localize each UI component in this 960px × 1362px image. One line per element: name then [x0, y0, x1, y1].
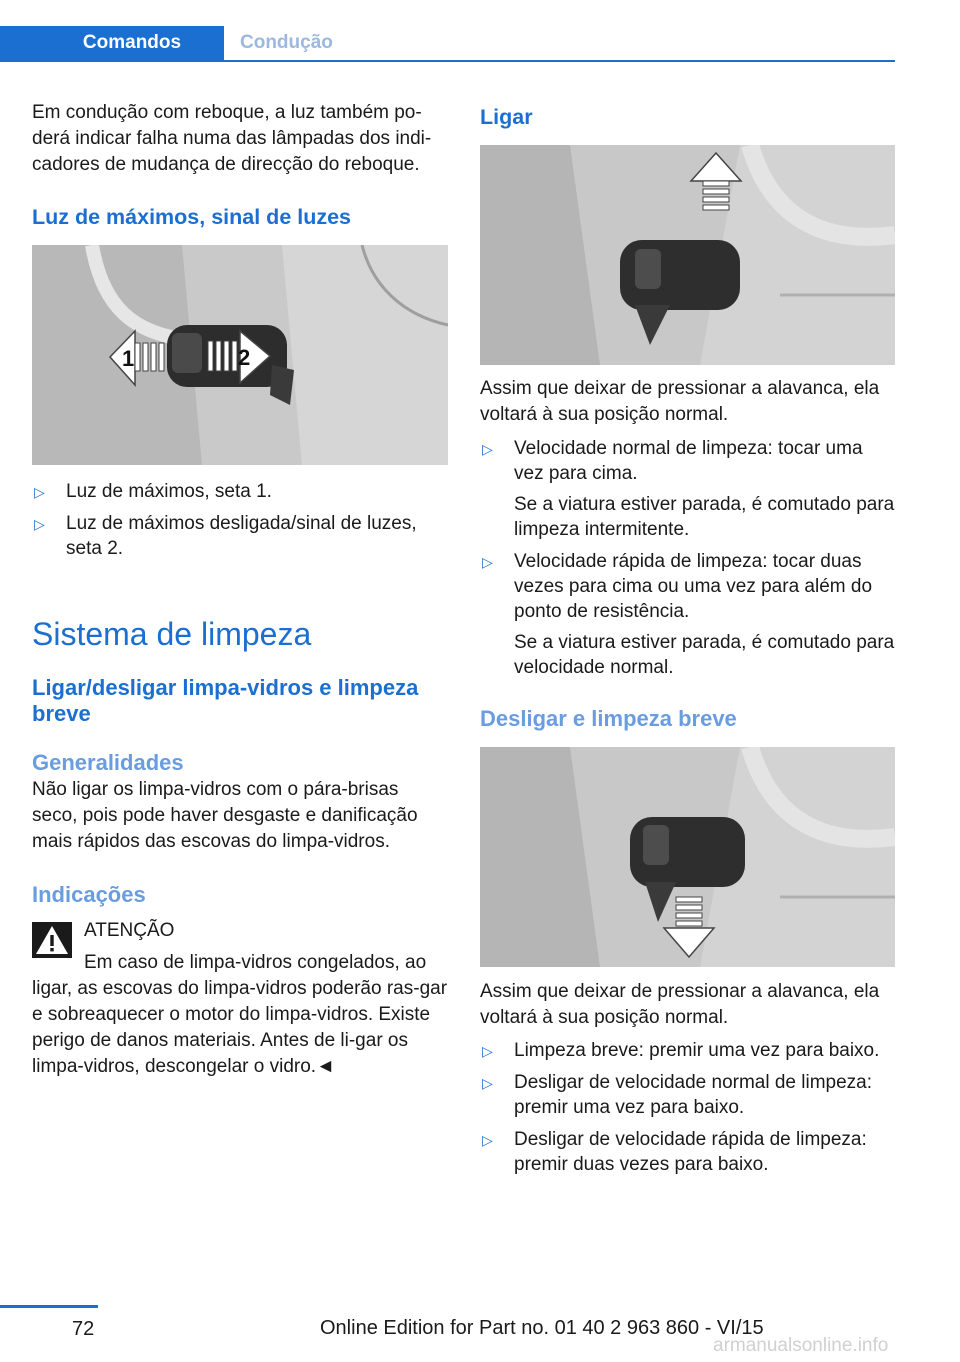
heading-general: Generalidades	[32, 750, 184, 775]
triangle-bullet-icon: ▷	[482, 441, 493, 457]
triangle-bullet-icon: ▷	[34, 516, 45, 532]
triangle-bullet-icon: ▷	[34, 484, 45, 500]
heading-high-beam: Luz de máximos, sinal de luzes	[32, 205, 352, 229]
edition-info: Online Edition for Part no. 01 40 2 963 860 - VI/15	[320, 1317, 764, 1339]
high-beam-list	[32, 479, 448, 561]
warning-block	[32, 918, 448, 1080]
figure-wiper-lever-up	[480, 145, 895, 365]
warning-title: ATENÇÃO	[84, 920, 175, 941]
footer-rule	[0, 1305, 98, 1308]
wiper-off-list	[480, 1038, 896, 1177]
figure-wiper-lever-down	[480, 747, 895, 967]
warning-text: Em caso de limpa-vidros congelados, ao ligar, as escovas do limpa-vidros poderão ras-gar e sobreaquecer o motor do limpa-vidros. Existe perigo de danos materiais. Antes de li-gar os limpa-vidros, descongelar o vidro.◄	[32, 952, 448, 1077]
triangle-bullet-icon: ▷	[482, 1132, 493, 1148]
list-item: ▷ Desligar de velocidade normal de limpeza: premir uma vez para baixo.	[482, 1072, 873, 1118]
list-item: ▷ Desligar de velocidade rápida de limpeza: premir duas vezes para baixo.	[482, 1129, 867, 1175]
general-paragraph: Não ligar os limpa-vidros com o pára-brisas seco, pois pode haver desgaste e danificação mais rápidos das escovas do limpa-vidros.	[32, 779, 418, 852]
triangle-bullet-icon: ▷	[482, 1075, 493, 1091]
tab-comandos[interactable]: Comandos	[0, 26, 224, 60]
heading-on: Ligar	[480, 105, 533, 129]
chapter-header	[0, 26, 895, 62]
triangle-bullet-icon: ▷	[482, 554, 493, 570]
tab-conducao[interactable]: Condução	[240, 32, 333, 53]
wiper-on-list	[480, 436, 896, 680]
list-item: ▷ Velocidade normal de limpeza: tocar uma vez para cima. Se a viatura estiver parada, é comutado para limpeza intermitente.	[482, 438, 895, 540]
figure-high-beam-lever	[32, 245, 448, 465]
list-item: ▷ Luz de máximos desligada/sinal de luzes, seta 2.	[34, 513, 417, 559]
heading-off-short-wipe: Desligar e limpeza breve	[480, 706, 737, 731]
list-item: ▷ Velocidade rápida de limpeza: tocar duas vezes para cima ou uma vez para além do ponto de resistência. Se a viatura estiver parada, é comutado para velocidade normal.	[482, 551, 895, 678]
list-item: ▷ Limpeza breve: premir uma vez para baixo.	[480, 1038, 896, 1063]
page-number: 72	[72, 1318, 95, 1340]
arrow-label-1: 1	[122, 346, 135, 371]
release-paragraph-2: Assim que deixar de pressionar a alavanca, ela voltará à sua posição normal.	[480, 981, 880, 1028]
triangle-bullet-icon: ▷	[482, 1043, 493, 1059]
heading-notes: Indicações	[32, 882, 146, 907]
list-item: ▷ Luz de máximos, seta 1.	[32, 479, 448, 504]
heading-wipers-on-off: Ligar/desligar limpa-vidros e limpeza breve	[32, 675, 419, 726]
left-column	[32, 100, 448, 178]
watermark: armanualsonline.info	[713, 1335, 889, 1356]
release-paragraph-1: Assim que deixar de pressionar a alavanca, ela voltará à sua posição normal.	[480, 378, 880, 425]
warning-triangle-icon	[32, 922, 72, 958]
section-title-cleaning-system: Sistema de limpeza	[32, 616, 312, 652]
intro-paragraph: Em condução com reboque, a luz também po-derá indicar falha numa das lâmpadas dos indi-cadores de mudança de direcção do reboque.	[32, 102, 432, 175]
arrow-label-2: 2	[238, 345, 251, 370]
